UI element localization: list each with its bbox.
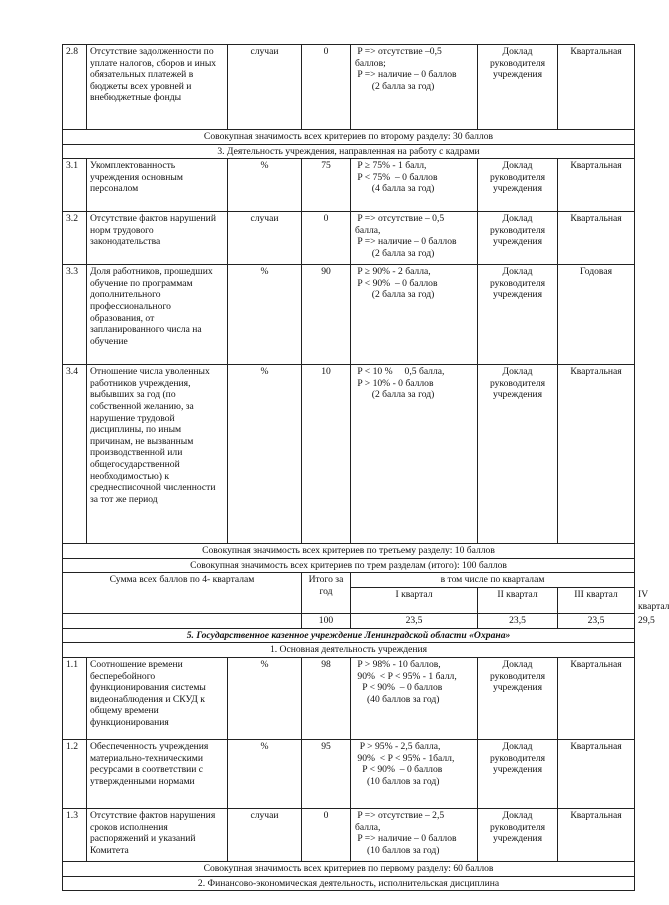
section-3-summary: Совокупная значимость всех критериев по третьему разделу: 10 баллов: [63, 544, 635, 559]
unit-cell: %: [228, 265, 302, 365]
unit-cell: случаи: [228, 212, 302, 265]
unit-cell: %: [228, 365, 302, 544]
criterion-text: Отсутствие фактов нарушений норм трудового законодательства: [87, 212, 228, 265]
criterion-text: Укомплектованность учреждения основным персоналом: [87, 159, 228, 212]
value-cell: 90: [302, 265, 351, 365]
value-cell: 95: [302, 739, 351, 808]
table-row: [63, 159, 635, 212]
period-cell: Квартальная: [558, 45, 635, 130]
score-rule: P > 98% - 10 баллов, 90% < P < 95% - 1 балл, P < 90% – 0 баллов (40 баллов за год): [351, 657, 478, 739]
row-number: 1.3: [63, 808, 87, 861]
section-2-summary: Совокупная значимость всех критериев по второму разделу: 30 баллов: [63, 130, 635, 145]
row-number: 3.2: [63, 212, 87, 265]
period-cell: Квартальная: [558, 159, 635, 212]
period-cell: Квартальная: [558, 657, 635, 739]
table-row: [63, 265, 635, 365]
source-cell: Доклад руководителя учреждения: [478, 657, 558, 739]
criterion-text: Доля работников, прошедших обучение по программам дополнительного профессионального образования, от запланированного числа на обучение: [87, 265, 228, 365]
section-2-heading: 2. Финансово-экономическая деятельность, исполнительская дисциплина: [63, 876, 635, 891]
table-row: [63, 45, 635, 130]
totals-header-row: [63, 573, 635, 588]
criterion-text: Соотношение времени бесперебойного функционирования системы видеонаблюдения и СКУД к общему времени функционирования: [87, 657, 228, 739]
source-cell: Доклад руководителя учреждения: [478, 808, 558, 861]
score-rule: P < 10 % 0,5 балла, P > 10% - 0 баллов (2 балла за год): [351, 365, 478, 544]
source-cell: Доклад руководителя учреждения: [478, 45, 558, 130]
year-total-value: 100: [302, 614, 351, 629]
quarter-2-label: II квартал: [478, 587, 558, 613]
quarter-1-value: 23,5: [351, 614, 478, 629]
quarter-3-value: 23,5: [558, 614, 635, 629]
criterion-text: Обеспеченность учреждения материально-техническими ресурсами в соответствии с утвержденными нормами: [87, 739, 228, 808]
period-cell: Квартальная: [558, 808, 635, 861]
unit-cell: %: [228, 657, 302, 739]
table-row: [63, 739, 635, 808]
value-cell: 10: [302, 365, 351, 544]
period-cell: Квартальная: [558, 739, 635, 808]
row-number: 3.4: [63, 365, 87, 544]
year-total-label: Итого за год: [302, 573, 351, 614]
table-row: [63, 212, 635, 265]
totals-values-row: 100 23,5 23,5 23,5 29,5: [63, 614, 635, 629]
criterion-text: Отсутствие задолженности по уплате налогов, сборов и иных обязательных платежей в бюджеты всех уровней и внебюджетные фонды: [87, 45, 228, 130]
unit-cell: %: [228, 159, 302, 212]
unit-cell: случаи: [228, 45, 302, 130]
section-1-summary: Совокупная значимость всех критериев по первому разделу: 60 баллов: [63, 861, 635, 876]
quarters-label: в том числе по кварталам: [351, 573, 635, 588]
org-heading-row: [63, 628, 635, 643]
value-cell: 98: [302, 657, 351, 739]
table-row: [63, 657, 635, 739]
score-rule: P ≥ 75% - 1 балл, P < 75% – 0 баллов (4 балла за год): [351, 159, 478, 212]
unit-cell: %: [228, 739, 302, 808]
section-heading-row: [63, 876, 635, 891]
score-rule: P => отсутствие – 0,5 балла, P => наличие – 0 баллов (2 балла за год): [351, 212, 478, 265]
score-rule: P > 95% - 2,5 балла, 90% < P < 95% - 1балл, P < 90% – 0 баллов (10 баллов за год): [351, 739, 478, 808]
summary-row: [63, 861, 635, 876]
source-cell: Доклад руководителя учреждения: [478, 212, 558, 265]
row-number: 2.8: [63, 45, 87, 130]
summary-row: [63, 130, 635, 145]
total-summary: Совокупная значимость всех критериев по трем разделам (итого): 100 баллов: [63, 558, 635, 573]
table-row: [63, 808, 635, 861]
source-cell: Доклад руководителя учреждения: [478, 739, 558, 808]
quarter-labels-row: I квартал II квартал III квартал IV квартал: [63, 587, 635, 613]
section-3-heading: 3. Деятельность учреждения, направленная на работу с кадрами: [63, 144, 635, 159]
criteria-table: [62, 44, 669, 891]
criterion-text: Отсутствие фактов нарушения сроков исполнения распоряжений и указаний Комитета: [87, 808, 228, 861]
criterion-text: Отношение числа уволенных работников учреждения, выбывших за год (по собственной желанию, за нарушение трудовой дисциплины, по иным причинам, не вызванным производственной или общегосударственной необходимостью) к среднесписочной численности за тот же период: [87, 365, 228, 544]
value-cell: 0: [302, 45, 351, 130]
row-number: 1.1: [63, 657, 87, 739]
section-heading-row: [63, 144, 635, 159]
source-cell: Доклад руководителя учреждения: [478, 365, 558, 544]
period-cell: Квартальная: [558, 365, 635, 544]
score-rule: P ≥ 90% - 2 балла, P < 90% – 0 баллов (2 балла за год): [351, 265, 478, 365]
value-cell: 0: [302, 212, 351, 265]
period-cell: Годовая: [558, 265, 635, 365]
period-cell: Квартальная: [558, 212, 635, 265]
quarter-1-label: I квартал: [351, 587, 478, 613]
source-cell: Доклад руководителя учреждения: [478, 159, 558, 212]
quarter-3-label: III квартал: [558, 587, 635, 613]
value-cell: 0: [302, 808, 351, 861]
row-number: 3.3: [63, 265, 87, 365]
unit-cell: случаи: [228, 808, 302, 861]
quarter-2-value: 23,5: [478, 614, 558, 629]
sum-label: Сумма всех баллов по 4- кварталам: [63, 573, 302, 614]
table-row: [63, 365, 635, 544]
score-rule: P => отсутствие – 2,5 балла, P => наличие – 0 баллов (10 баллов за год): [351, 808, 478, 861]
source-cell: Доклад руководителя учреждения: [478, 265, 558, 365]
org-heading: 5. Государственное казенное учреждение Ленинградской области «Охрана»: [63, 628, 635, 643]
value-cell: 75: [302, 159, 351, 212]
summary-row: [63, 558, 635, 573]
summary-row: [63, 544, 635, 559]
score-rule: P => отсутствие –0,5 баллов; P => наличие – 0 баллов (2 балла за год): [351, 45, 478, 130]
section-heading-row: [63, 643, 635, 658]
sum-label-spacer: [63, 614, 302, 629]
section-1-heading: 1. Основная деятельность учреждения: [63, 643, 635, 658]
row-number: 1.2: [63, 739, 87, 808]
row-number: 3.1: [63, 159, 87, 212]
